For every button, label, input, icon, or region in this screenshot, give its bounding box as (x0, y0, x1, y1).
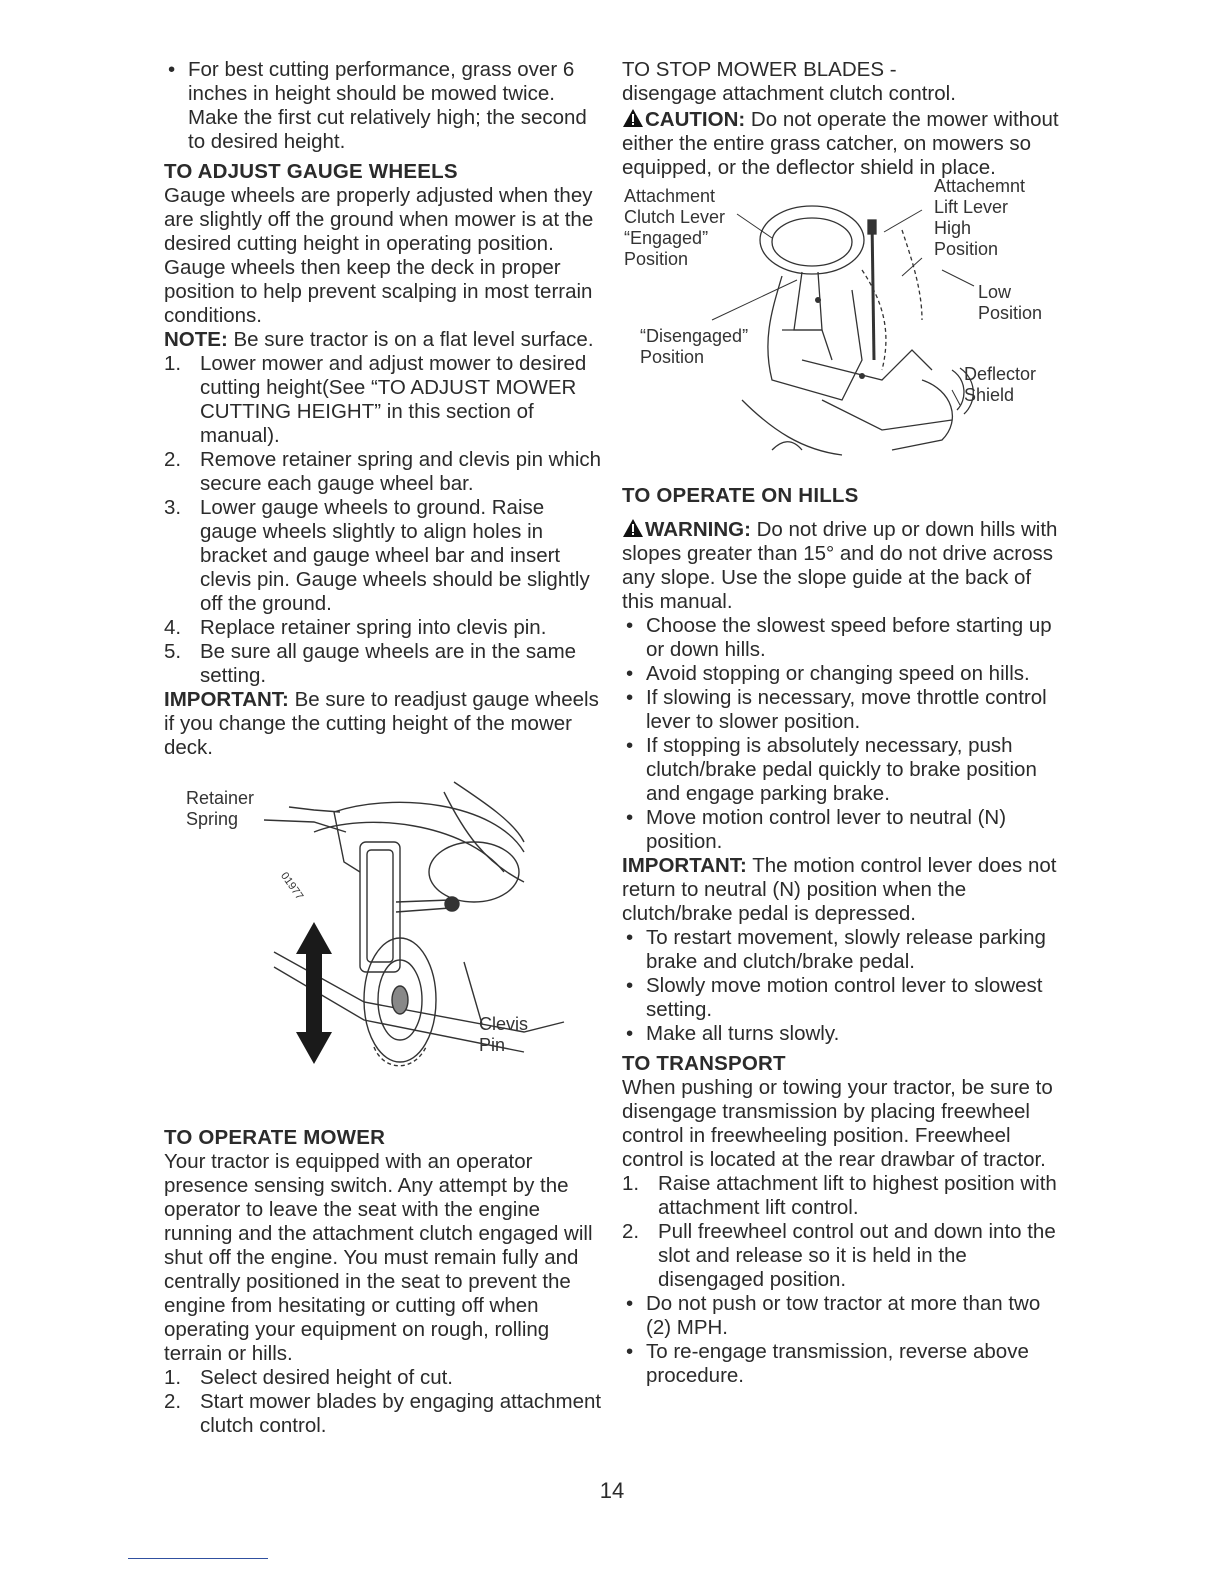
clevis-label: Pin (479, 1035, 506, 1055)
gauge-steps-list (164, 352, 602, 688)
step-number: 2. (622, 1220, 640, 1243)
high-position-label: Position (934, 239, 999, 259)
bullet-marker: • (626, 926, 634, 949)
list-item (622, 974, 1060, 1022)
left-column (164, 58, 602, 1438)
note-text: Be sure tractor is on a flat level surface. (227, 328, 594, 351)
intro-bullet (164, 58, 602, 154)
disengaged-label: “Disengaged” (640, 326, 749, 346)
engaged-label: Position (624, 249, 689, 269)
gauge-wheels-paragraph: Gauge wheels are properly adjusted when they are slightly off the ground when mower is at the desired cutting height in operating position. Gauge wheels then keep the deck in proper position to help prevent scalping in most terrain conditions. (164, 184, 594, 327)
list-item (164, 1366, 602, 1390)
deflector-label: Deflector (964, 364, 1037, 384)
gauge-wheels-heading: TO ADJUST GAUGE WHEELS (164, 160, 458, 183)
lift-lever-label: Lift Lever (934, 197, 1009, 217)
important-label: IMPORTANT: (164, 688, 289, 711)
engaged-label: “Engaged” (624, 228, 709, 248)
bullet-text: Do not push or tow tractor at more than two (2) MPH. (646, 1292, 1041, 1339)
warning-triangle-icon (622, 518, 644, 538)
step-number: 1. (164, 352, 182, 375)
stop-blades-heading: TO STOP MOWER BLADES - (622, 58, 897, 81)
list-item (164, 1390, 602, 1438)
step-number: 2. (164, 448, 182, 471)
bullet-marker: • (626, 662, 634, 685)
bullet-text: Avoid stopping or changing speed on hills. (646, 662, 1030, 685)
caution-text: Do not operate the mower without either the entire grass catcher, on mowers so equipped, or the deflector shield in place. (622, 108, 1059, 179)
step-number: 4. (164, 616, 182, 639)
bullet-text: Make all turns slowly. (646, 1022, 840, 1045)
important-text: The motion control lever does not return to neutral (N) position when the clutch/brake pedal is depressed. (622, 854, 1057, 925)
transport-heading: TO TRANSPORT (622, 1052, 786, 1075)
bullet-text: For best cutting performance, grass over 6 inches in height should be mowed twice. Make the first cut relatively high; the second to desired height. (188, 58, 587, 153)
hills-heading: TO OPERATE ON HILLS (622, 484, 859, 507)
bullet-marker: • (626, 734, 634, 757)
step-number: 1. (164, 1366, 182, 1389)
step-number: 1. (622, 1172, 640, 1195)
important-paragraph (164, 688, 602, 760)
step-number: 5. (164, 640, 182, 663)
engaged-label: Clutch Lever (624, 207, 726, 227)
transport-steps-list (622, 1172, 1060, 1292)
bullet-marker: • (168, 58, 176, 81)
low-position-label: Position (978, 303, 1043, 323)
operate-mower-heading: TO OPERATE MOWER (164, 1126, 386, 1149)
list-item (622, 662, 1060, 686)
footer-rule (128, 1558, 268, 1559)
warning-label: WARNING: (645, 518, 751, 541)
list-item (164, 448, 602, 496)
list-item (622, 1292, 1060, 1340)
step-text: Select desired height of cut. (200, 1366, 453, 1389)
bullet-text: Slowly move motion control lever to slowest setting. (646, 974, 1043, 1021)
clutch-lever-figure (622, 176, 1060, 470)
list-item (622, 686, 1060, 734)
step-text: Raise attachment lift to highest position with attachment lift control. (658, 1172, 1057, 1219)
list-item (622, 1022, 1060, 1046)
bullet-marker: • (626, 1292, 634, 1315)
hills-bullets-list (622, 614, 1060, 854)
clevis-label: Clevis (479, 1014, 529, 1034)
retainer-label: Spring (186, 809, 239, 829)
restart-bullets-list (622, 926, 1060, 1046)
right-column (622, 58, 1060, 1388)
list-item (622, 1220, 1060, 1292)
operate-steps-list (164, 1366, 602, 1438)
note-label: NOTE: (164, 328, 228, 351)
low-position-label: Low (978, 282, 1012, 302)
transport-paragraph: When pushing or towing your tractor, be sure to disengage transmission by placing freewheel control in freewheeling position. Freewheel control is located at the rear drawbar of tractor. (622, 1076, 1053, 1171)
step-text: Lower mower and adjust mower to desired cutting height(See “TO ADJUST MOWER CUTTING HEIGHT” in this section of manual). (200, 352, 587, 447)
bullet-text: If stopping is absolutely necessary, push clutch/brake pedal quickly to brake position and engage parking brake. (646, 734, 1037, 805)
step-number: 2. (164, 1390, 182, 1413)
list-item (164, 352, 602, 448)
important-label: IMPORTANT: (622, 854, 747, 877)
bullet-text: If slowing is necessary, move throttle control lever to slower position. (646, 686, 1047, 733)
bullet-marker: • (626, 686, 634, 709)
important-text: Be sure to readjust gauge wheels if you change the cutting height of the mower deck. (164, 688, 599, 759)
bullet-text: Choose the slowest speed before starting up or down hills. (646, 614, 1052, 661)
list-item (622, 1340, 1060, 1388)
step-text: Replace retainer spring into clevis pin. (200, 616, 547, 639)
bullet-marker: • (626, 1022, 634, 1045)
list-item (164, 640, 602, 688)
gauge-wheel-figure (164, 772, 602, 1118)
list-item (622, 926, 1060, 974)
important-paragraph (622, 854, 1060, 926)
step-text: Be sure all gauge wheels are in the same setting. (200, 640, 577, 687)
step-text: Start mower blades by engaging attachment clutch control. (200, 1390, 602, 1437)
bullet-marker: • (626, 1340, 634, 1363)
bullet-text: To re-engage transmission, reverse above procedure. (646, 1340, 1029, 1387)
step-text: Pull freewheel control out and down into the slot and release so it is held in the disengaged position. (658, 1220, 1056, 1291)
page-number: 14 (599, 1478, 625, 1503)
note-paragraph (164, 328, 602, 352)
step-text: Remove retainer spring and clevis pin which secure each gauge wheel bar. (200, 448, 602, 495)
bullet-marker: • (626, 974, 634, 997)
warning-paragraph (622, 518, 1060, 614)
stop-blades-text: disengage attachment clutch control. (622, 82, 956, 105)
deflector-label: Shield (964, 385, 1015, 405)
warning-triangle-icon (622, 108, 644, 128)
step-number: 3. (164, 496, 182, 519)
list-item (164, 616, 602, 640)
list-item (164, 496, 602, 616)
operate-mower-paragraph: Your tractor is equipped with an operator presence sensing switch. Any attempt by the operator to leave the seat with the engine running and the attachment clutch engaged will shut off the engine. You must remain fully and centrally positioned in the seat to prevent the engine from hesitating or cutting off when operating your equipment on rough, rolling terrain or hills. (164, 1150, 593, 1365)
caution-paragraph (622, 108, 1060, 180)
step-text: Lower gauge wheels to ground. Raise gauge wheels slightly to align holes in bracket and gauge wheel bar and insert clevis pin. Gauge wheels should be slightly off the ground. (200, 496, 590, 615)
bullet-marker: • (626, 614, 634, 637)
disengaged-label: Position (640, 347, 705, 367)
high-position-label: High (934, 218, 972, 238)
list-item (622, 1172, 1060, 1220)
engaged-label: Attachment (624, 186, 716, 206)
bullet-text: Move motion control lever to neutral (N) position. (646, 806, 1007, 853)
warning-text: Do not drive up or down hills with slopes greater than 15° and do not drive across any slope. Use the slope guide at the back of this manual. (622, 518, 1058, 613)
caution-label: CAUTION: (645, 108, 746, 131)
lift-lever-label: Attachemnt (934, 176, 1026, 196)
list-item (622, 806, 1060, 854)
list-item (622, 614, 1060, 662)
transport-bullets-list (622, 1292, 1060, 1388)
retainer-label: Retainer (186, 788, 255, 808)
bullet-text: To restart movement, slowly release parking brake and clutch/brake pedal. (646, 926, 1046, 973)
list-item (622, 734, 1060, 806)
part-number: 01977 (278, 870, 306, 903)
bullet-marker: • (626, 806, 634, 829)
